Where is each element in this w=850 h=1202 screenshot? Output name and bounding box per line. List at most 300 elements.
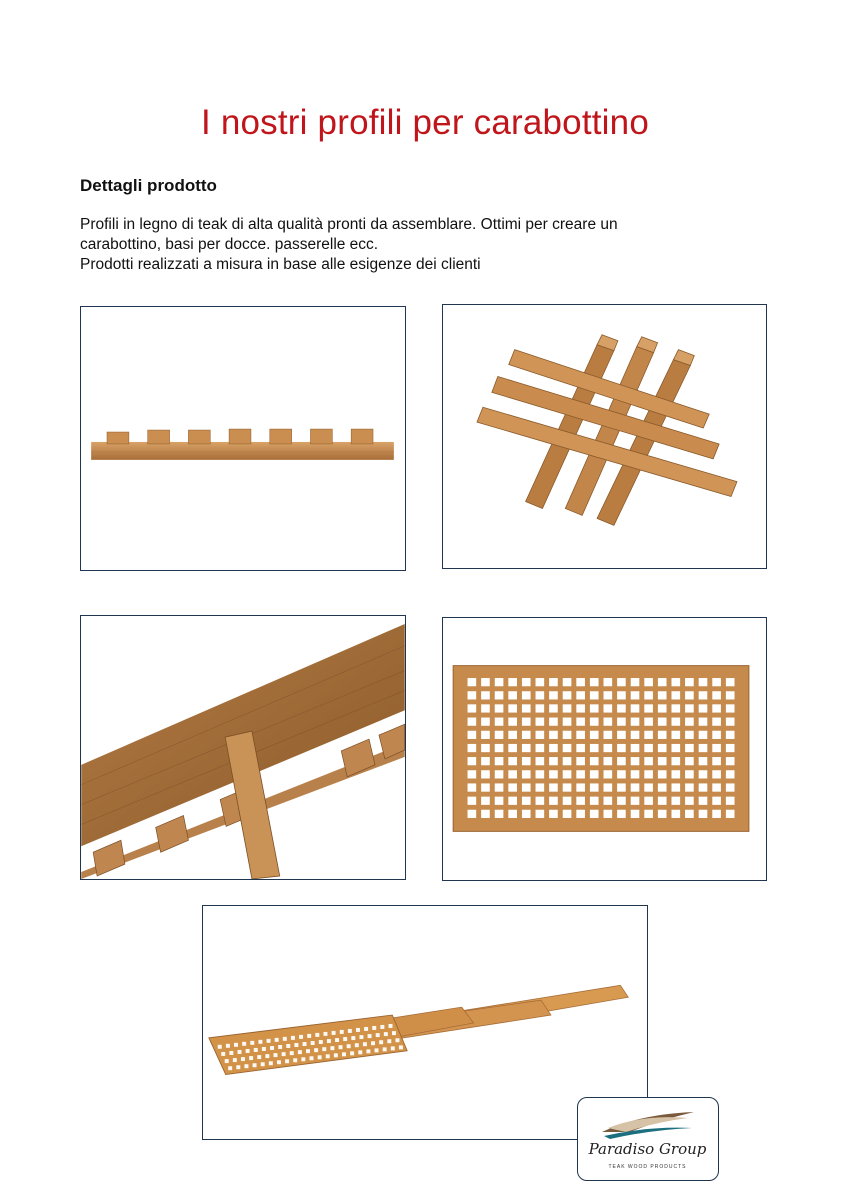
grating-hole: [712, 704, 721, 712]
grating-hole: [671, 678, 680, 686]
page-title: I nostri profili per carabottino: [200, 103, 649, 142]
stack-hole: [327, 1039, 331, 1043]
grating-hole: [671, 770, 680, 778]
grating-hole: [590, 744, 599, 752]
grating-hole: [468, 757, 477, 765]
stack-hole: [274, 1053, 278, 1057]
assembly-closeup-image: [81, 616, 405, 879]
grating-hole: [481, 757, 490, 765]
photo-notched-profile: [80, 306, 406, 571]
grating-hole: [726, 797, 735, 805]
stack-hole: [332, 1031, 336, 1035]
grating-hole: [644, 744, 653, 752]
grating-hole: [726, 744, 735, 752]
grating-hole: [617, 731, 626, 739]
grating-hole: [536, 783, 545, 791]
profile-teeth: [107, 429, 373, 444]
stack-hole: [387, 1039, 391, 1043]
grating-hole: [576, 691, 585, 699]
stack-hole: [242, 1042, 246, 1046]
stack-hole: [254, 1048, 258, 1052]
grating-hole: [631, 718, 640, 726]
grating-hole: [726, 691, 735, 699]
grating-hole: [549, 691, 558, 699]
stack-hole: [307, 1034, 311, 1038]
stack-hole: [343, 1037, 347, 1041]
grating-hole: [549, 797, 558, 805]
grating-hole: [590, 757, 599, 765]
stack-hole: [278, 1045, 282, 1049]
stack-hole: [358, 1050, 362, 1054]
grating-hole: [604, 783, 613, 791]
grating-hole: [481, 731, 490, 739]
stack-hole: [270, 1046, 274, 1050]
horizontal-strips: [477, 350, 737, 497]
grating-hole: [536, 797, 545, 805]
stack-hole: [236, 1065, 240, 1069]
grating-hole: [495, 783, 504, 791]
grating-hole: [658, 770, 667, 778]
stack-hole: [233, 1058, 237, 1062]
grating-hole: [576, 810, 585, 818]
stack-hole: [348, 1029, 352, 1033]
stack-hole: [314, 1048, 318, 1052]
grating-hole: [604, 810, 613, 818]
grating-hole: [590, 678, 599, 686]
grating-hole: [549, 757, 558, 765]
grating-hole: [563, 731, 572, 739]
grating-hole: [617, 744, 626, 752]
grating-hole: [671, 797, 680, 805]
grating-hole: [726, 757, 735, 765]
grating-hole: [631, 731, 640, 739]
grating-hole: [508, 678, 517, 686]
stack-hole: [389, 1024, 393, 1028]
grating-hole: [563, 770, 572, 778]
grating-hole: [712, 718, 721, 726]
grating-hole: [617, 718, 626, 726]
grating-hole: [590, 797, 599, 805]
grating-hole: [508, 757, 517, 765]
grating-hole: [685, 678, 694, 686]
grating-hole: [699, 731, 708, 739]
grating-hole: [481, 797, 490, 805]
grating-hole: [671, 718, 680, 726]
grating-hole: [536, 704, 545, 712]
grating-hole: [563, 783, 572, 791]
stack-hole: [283, 1037, 287, 1041]
grating-hole: [671, 757, 680, 765]
stack-hole: [372, 1026, 376, 1030]
grating-hole: [508, 810, 517, 818]
stack-hole: [258, 1040, 262, 1044]
grating-hole: [617, 757, 626, 765]
grating-hole: [658, 810, 667, 818]
grating-hole: [495, 744, 504, 752]
stack-hole: [294, 1043, 298, 1047]
stack-hole: [306, 1049, 310, 1053]
grating-hole: [481, 691, 490, 699]
stack-hole: [371, 1041, 375, 1045]
grating-hole: [617, 678, 626, 686]
grating-hole: [699, 744, 708, 752]
grating-hole: [685, 691, 694, 699]
grating-hole: [699, 770, 708, 778]
grating-hole: [699, 678, 708, 686]
grating-hole: [590, 691, 599, 699]
grating-hole: [563, 810, 572, 818]
grating-hole: [726, 783, 735, 791]
grating-hole: [658, 731, 667, 739]
stack-hole: [392, 1031, 396, 1035]
grating-hole: [631, 678, 640, 686]
grating-hole: [631, 744, 640, 752]
grating-hole: [631, 691, 640, 699]
grating-hole: [604, 757, 613, 765]
stack-hole: [275, 1038, 279, 1042]
crossed-strips-image: [443, 305, 766, 568]
grating-hole: [522, 731, 531, 739]
grating-hole: [495, 704, 504, 712]
grating-hole: [563, 691, 572, 699]
grating-hole: [658, 678, 667, 686]
stack-hole: [218, 1045, 222, 1049]
grating-hole: [481, 783, 490, 791]
grating-hole: [563, 718, 572, 726]
stack-hole: [322, 1047, 326, 1051]
stack-hole: [221, 1052, 225, 1056]
grating-hole: [712, 691, 721, 699]
grating-hole: [726, 810, 735, 818]
grating-hole: [563, 704, 572, 712]
stack-hole: [379, 1040, 383, 1044]
stack-hole: [286, 1044, 290, 1048]
stack-hole: [269, 1061, 273, 1065]
grating-hole: [522, 810, 531, 818]
grating-hole: [576, 783, 585, 791]
stack-hole: [376, 1033, 380, 1037]
grating-hole: [468, 783, 477, 791]
grating-hole: [617, 810, 626, 818]
grating-hole: [468, 744, 477, 752]
stack-hole: [228, 1066, 232, 1070]
ship-icon: [600, 1106, 696, 1140]
grating-hole: [699, 691, 708, 699]
logo-name: Paradiso Group: [588, 1140, 707, 1158]
grating-hole: [644, 810, 653, 818]
grating-hole: [590, 810, 599, 818]
grating-hole: [522, 797, 531, 805]
grating-hole: [481, 704, 490, 712]
grating-hole: [658, 783, 667, 791]
stack-hole: [253, 1063, 257, 1067]
grating-hole: [522, 783, 531, 791]
grating-hole: [508, 797, 517, 805]
grating-hole: [644, 731, 653, 739]
stack-hole: [323, 1032, 327, 1036]
grating-hole: [631, 810, 640, 818]
stack-hole: [311, 1041, 315, 1045]
grating-hole: [617, 770, 626, 778]
grating-hole: [522, 678, 531, 686]
grating-hole: [536, 757, 545, 765]
company-logo: [577, 1097, 719, 1181]
grating-hole: [671, 704, 680, 712]
grating-hole: [549, 718, 558, 726]
grating-hole: [549, 783, 558, 791]
stack-hole: [277, 1060, 281, 1064]
stack-hole: [395, 1038, 399, 1042]
grating-hole: [522, 718, 531, 726]
grating-hole: [658, 744, 667, 752]
grating-hole: [536, 770, 545, 778]
grating-hole: [495, 718, 504, 726]
grating-hole: [576, 757, 585, 765]
grating-hole: [576, 731, 585, 739]
grating-hole: [685, 810, 694, 818]
grating-hole: [671, 744, 680, 752]
grating-hole: [604, 691, 613, 699]
stack-hole: [301, 1057, 305, 1061]
grating-hole: [522, 704, 531, 712]
stack-hole: [383, 1047, 387, 1051]
stack-hole: [226, 1044, 230, 1048]
stack-hole: [350, 1051, 354, 1055]
grating-hole: [590, 731, 599, 739]
stack-hole: [391, 1046, 395, 1050]
stack-hole: [326, 1054, 330, 1058]
grating-hole: [508, 691, 517, 699]
stack-hole: [339, 1045, 343, 1049]
grating-hole: [508, 770, 517, 778]
grating-hole: [481, 810, 490, 818]
grating-hole: [590, 718, 599, 726]
grating-hole: [617, 691, 626, 699]
grating-hole: [726, 704, 735, 712]
grating-hole: [685, 744, 694, 752]
grating-hole: [644, 704, 653, 712]
grating-hole: [671, 691, 680, 699]
grating-hole: [468, 678, 477, 686]
description-line-1: Profili in legno di teak di alta qualità pronti da assemblare. Ottimi per creare un: [80, 216, 618, 233]
grating-hole: [563, 744, 572, 752]
stack-hole: [282, 1052, 286, 1056]
stack-hole: [246, 1049, 250, 1053]
grating-hole: [699, 783, 708, 791]
product-description: [80, 215, 720, 275]
stack-hole: [261, 1062, 265, 1066]
grating-hole: [658, 718, 667, 726]
grating-hole: [481, 678, 490, 686]
grating-hole: [685, 783, 694, 791]
grating-hole: [617, 783, 626, 791]
stack-hole: [318, 1055, 322, 1059]
grating-hole: [576, 770, 585, 778]
grating-hole: [576, 744, 585, 752]
grating-hole: [604, 678, 613, 686]
grating-hole: [631, 757, 640, 765]
stack-hole: [291, 1036, 295, 1040]
grating-hole: [644, 757, 653, 765]
grating-hole: [699, 757, 708, 765]
grating-hole: [712, 783, 721, 791]
stack-hole: [238, 1050, 242, 1054]
grating-hole: [495, 810, 504, 818]
stack-hole: [303, 1042, 307, 1046]
stack-hole: [342, 1052, 346, 1056]
grating-panel-image: [443, 618, 766, 880]
grating-hole: [508, 783, 517, 791]
stack-hole: [267, 1039, 271, 1043]
grating-hole: [495, 797, 504, 805]
description-line-3: Prodotti realizzati a misura in base alle esigenze dei clienti: [80, 256, 481, 273]
grating-hole: [699, 810, 708, 818]
grating-hole: [468, 718, 477, 726]
grating-hole: [658, 704, 667, 712]
grating-hole: [468, 704, 477, 712]
grating-hole: [495, 770, 504, 778]
stack-hole: [309, 1056, 313, 1060]
stack-hole: [351, 1036, 355, 1040]
grating-hole: [468, 770, 477, 778]
stack-hole: [334, 1053, 338, 1057]
grating-hole: [699, 718, 708, 726]
stack-hole: [384, 1032, 388, 1036]
grating-hole: [495, 757, 504, 765]
stack-hole: [366, 1049, 370, 1053]
grating-hole: [699, 797, 708, 805]
grating-hole: [726, 678, 735, 686]
grating-hole: [468, 810, 477, 818]
grating-hole: [699, 704, 708, 712]
grating-hole: [685, 770, 694, 778]
stack-hole: [250, 1041, 254, 1045]
stack-hole: [244, 1064, 248, 1068]
grating-hole: [481, 718, 490, 726]
grating-hole: [549, 770, 558, 778]
grating-hole: [495, 691, 504, 699]
grating-hole: [508, 744, 517, 752]
grating-hole: [617, 797, 626, 805]
grating-hole: [617, 704, 626, 712]
stack-hole: [355, 1043, 359, 1047]
grating-hole: [712, 678, 721, 686]
grating-hole: [468, 691, 477, 699]
photo-crossed-strips: [442, 304, 767, 569]
stack-hole: [241, 1057, 245, 1061]
grating-hole: [563, 678, 572, 686]
grating-hole: [658, 691, 667, 699]
grating-hole: [644, 770, 653, 778]
grating-hole: [522, 770, 531, 778]
stack-hole: [356, 1028, 360, 1032]
stack-hole: [229, 1051, 233, 1055]
grating-hole: [685, 757, 694, 765]
grating-hole: [522, 757, 531, 765]
grating-hole: [508, 731, 517, 739]
stack-hole: [330, 1046, 334, 1050]
grating-hole: [481, 744, 490, 752]
grating-hole: [604, 797, 613, 805]
stack-hole: [363, 1042, 367, 1046]
stack-hole: [380, 1025, 384, 1029]
stack-hole: [225, 1059, 229, 1063]
grating-hole: [536, 718, 545, 726]
grating-hole: [495, 678, 504, 686]
grating-hole: [671, 810, 680, 818]
stack-hole: [262, 1047, 266, 1051]
grating-hole: [549, 704, 558, 712]
stack-hole: [399, 1045, 403, 1049]
grating-hole: [685, 797, 694, 805]
grating-hole: [644, 691, 653, 699]
grating-hole: [685, 704, 694, 712]
grating-hole: [604, 731, 613, 739]
grating-hole: [604, 704, 613, 712]
grating-hole: [685, 718, 694, 726]
stack-hole: [293, 1058, 297, 1062]
grating-hole: [671, 731, 680, 739]
grating-hole: [726, 770, 735, 778]
stack-hole: [359, 1035, 363, 1039]
grating-hole: [576, 797, 585, 805]
stack-hole: [290, 1051, 294, 1055]
grating-hole: [726, 718, 735, 726]
grating-hole: [658, 757, 667, 765]
grating-hole: [508, 718, 517, 726]
stack-hole: [257, 1055, 261, 1059]
photo-assembly-closeup: [80, 615, 406, 880]
grating-hole: [563, 757, 572, 765]
grating-hole: [522, 691, 531, 699]
grating-hole: [549, 810, 558, 818]
grating-hole: [536, 731, 545, 739]
profile-base: [91, 442, 394, 460]
grating-hole: [658, 797, 667, 805]
grating-hole: [604, 770, 613, 778]
grating-hole: [712, 731, 721, 739]
stack-hole: [319, 1040, 323, 1044]
grating-hole: [604, 744, 613, 752]
grating-hole: [536, 810, 545, 818]
grating-hole: [644, 718, 653, 726]
stack-hole: [347, 1044, 351, 1048]
notched-profile-image: [81, 307, 405, 570]
grating-hole: [481, 770, 490, 778]
grating-hole: [644, 678, 653, 686]
grating-hole: [631, 770, 640, 778]
logo-tagline: TEAK WOOD PRODUCTS: [608, 1164, 687, 1170]
grating-hole: [712, 770, 721, 778]
grating-hole: [685, 731, 694, 739]
grating-hole: [631, 704, 640, 712]
stack-hole: [335, 1038, 339, 1042]
grating-hole: [604, 718, 613, 726]
grating-hole: [712, 797, 721, 805]
grating-hole: [536, 744, 545, 752]
grating-hole: [549, 731, 558, 739]
grating-hole: [536, 678, 545, 686]
grating-hole: [576, 718, 585, 726]
grating-hole: [712, 810, 721, 818]
stack-hole: [375, 1048, 379, 1052]
stack-hole: [298, 1050, 302, 1054]
stack-hole: [285, 1059, 289, 1063]
grating-hole: [726, 731, 735, 739]
section-subtitle: Dettagli prodotto: [80, 176, 217, 195]
grating-hole: [644, 797, 653, 805]
grating-hole: [468, 731, 477, 739]
